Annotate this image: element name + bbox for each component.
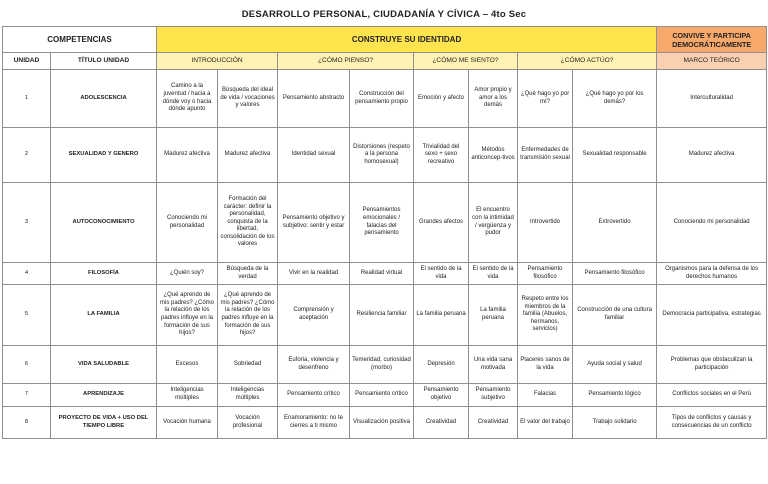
table-cell: Grandes afectos [414,183,469,263]
table-cell: Tipos de conflictos y causas y consecuencias de un conflicto [657,407,767,439]
table-cell: El sentido de la vida [469,263,518,285]
unit-title: VIDA SALUDABLE [51,346,157,384]
table-cell: El valor del trabajo [518,407,573,439]
table-cell: Construcción de una cultura familiar [573,285,657,346]
table-cell: Visualización positiva [350,407,414,439]
table-cell: Pensamiento filosófico [518,263,573,285]
table-cell: Madurez afectiva [157,128,218,183]
table-cell: Formación del carácter: definir la personalidad, conquista de la libertad, consolidación de los valores [218,183,278,263]
table-cell: Realidad virtual [350,263,414,285]
table-row [3,128,767,183]
table-cell: ¿Qué aprendo de mis padres? ¿Cómo la relación de los padres influye en la formación de sus hijos? [157,285,218,346]
table-cell: Creatividad [414,407,469,439]
table-cell: Pensamiento crítico [278,384,350,407]
unit-title: SEXUALIDAD Y GENERO [51,128,157,183]
table-cell: Pensamiento crítico [350,384,414,407]
table-cell: ¿Qué aprendo de mis padres? ¿Cómo la relación de los padres influye en la formación de sus hijos? [218,285,278,346]
table-row [3,285,767,346]
unit-number: 8 [3,407,51,439]
construye-header: CONSTRUYE SU IDENTIDAD [157,27,657,53]
table-cell: Conociendo mi personalidad [657,183,767,263]
table-cell: Introvertido [518,183,573,263]
unit-number: 4 [3,263,51,285]
table-cell: ¿Qué hago yo por los demás? [573,70,657,128]
table-cell: Emoción y afecto [414,70,469,128]
table-cell: Interculturalidad [657,70,767,128]
table-cell: Temeridad, curiosidad (morbo) [350,346,414,384]
unit-title: AUTOCONOCIMIENTO [51,183,157,263]
table-cell: Excesos [157,346,218,384]
table-row [3,407,767,439]
table-cell: ¿Quién soy? [157,263,218,285]
como-actuo-header: ¿CÓMO ACTÚO? [518,53,657,70]
table-cell: Sexualidad responsable [573,128,657,183]
table-cell: La familia peruana [469,285,518,346]
table-cell: Enfermedades de transmisión sexual [518,128,573,183]
table-cell: Distorsiones (respeto a la persona homosexual) [350,128,414,183]
unit-number: 5 [3,285,51,346]
table-cell: Falacias [518,384,573,407]
unit-title: LA FAMILIA [51,285,157,346]
table-row [3,384,767,407]
table-cell: Organismos para la defensa de los derechos humanos [657,263,767,285]
table-row [3,263,767,285]
table-cell: Resiliencia familiar [350,285,414,346]
table-cell: El encuentro con la intimidad / vergüenza y pudor [469,183,518,263]
table-cell: Vocación profesional [218,407,278,439]
table-cell: Creatividad [469,407,518,439]
table-cell: Pensamiento abstracto [278,70,350,128]
table-cell: Conociendo mi personalidad [157,183,218,263]
como-siento-header: ¿CÓMO ME SIENTO? [414,53,518,70]
table-cell: Placeres sanos de la vida [518,346,573,384]
table-cell: Madurez afectiva [657,128,767,183]
table-cell: Inteligencias múltiples [157,384,218,407]
table-cell: Madurez afectiva [218,128,278,183]
table-cell: Enamoramiento: no te cierres a ti mismo [278,407,350,439]
table-cell: Pensamiento lógico [573,384,657,407]
table-cell: Trivialidad del sexo + sexo recreativo [414,128,469,183]
table-cell: Problemas que obstaculizan la participación [657,346,767,384]
unit-number: 2 [3,128,51,183]
table-body [3,70,767,439]
introduccion-header: INTRODUCCIÓN [157,53,278,70]
curriculum-table [2,26,767,439]
table-cell: Extrovertido [573,183,657,263]
table-cell: Ayuda social y salud [573,346,657,384]
table-cell: Búsqueda del ideal de vida / vocaciones y valores [218,70,278,128]
table-cell: Pensamiento objetivo [414,384,469,407]
titulo-header: TÍTULO UNIDAD [51,53,157,70]
table-cell: Amor propio y amor a los demás [469,70,518,128]
table-cell: Camino a la juventud / hacia a dónde voy o hacia dónde apunto [157,70,218,128]
table-cell: Búsqueda de la verdad [218,263,278,285]
table-cell: Una vida sana motivada [469,346,518,384]
table-cell: Trabajo solidario [573,407,657,439]
unit-title: ADOLESCENCIA [51,70,157,128]
table-cell: ¿Qué hago yo por mí? [518,70,573,128]
competencias-header: COMPETENCIAS [3,27,157,53]
table-row [3,183,767,263]
table-cell: Identidad sexual [278,128,350,183]
table-cell: Pensamiento objetivo y subjetivo: sentir y estar [278,183,350,263]
table-cell: Comprensión y aceptación [278,285,350,346]
unit-number: 6 [3,346,51,384]
unit-number: 1 [3,70,51,128]
table-cell: Inteligencias múltiples [218,384,278,407]
table-cell: Pensamiento subjetivo [469,384,518,407]
table-cell: Construcción del pensamiento propio [350,70,414,128]
table-cell: Respeto entre los miembros de la familia (Abuelos, hermanos, servicios) [518,285,573,346]
table-cell: Sobriedad [218,346,278,384]
unit-title: FILOSOFÍA [51,263,157,285]
unit-title: APRENDIZAJE [51,384,157,407]
unidad-header: UNIDAD [3,53,51,70]
unit-title: PROYECTO DE VIDA + USO DEL TIEMPO LIBRE [51,407,157,439]
table-cell: Pensamientos emocionales / falacias del pensamiento [350,183,414,263]
unit-number: 7 [3,384,51,407]
como-pienso-header: ¿CÓMO PIENSO? [278,53,414,70]
unit-number: 3 [3,183,51,263]
table-cell: La familia peruana [414,285,469,346]
table-cell: El sentido de la vida [414,263,469,285]
table-cell: Métodos anticoncep-tivos [469,128,518,183]
table-row [3,346,767,384]
page-title: DESARROLLO PERSONAL, CIUDADANÍA Y CÍVICA – 4to Sec [241,9,527,20]
marco-header: MARCO TEÓRICO [657,53,767,70]
table-cell: Pensamiento filosófico [573,263,657,285]
table-cell: Euforia, violencia y desenfreno [278,346,350,384]
table-row [3,70,767,128]
table-cell: Depresión [414,346,469,384]
convive-header: CONVIVE Y PARTICIPA DEMOCRÁTICAMENTE [657,27,767,53]
table-cell: Vivir en la realidad [278,263,350,285]
table-cell: Conflictos sociales en el Perú [657,384,767,407]
table-cell: Vocación humana [157,407,218,439]
table-cell: Democracia participativa, estrategias [657,285,767,346]
